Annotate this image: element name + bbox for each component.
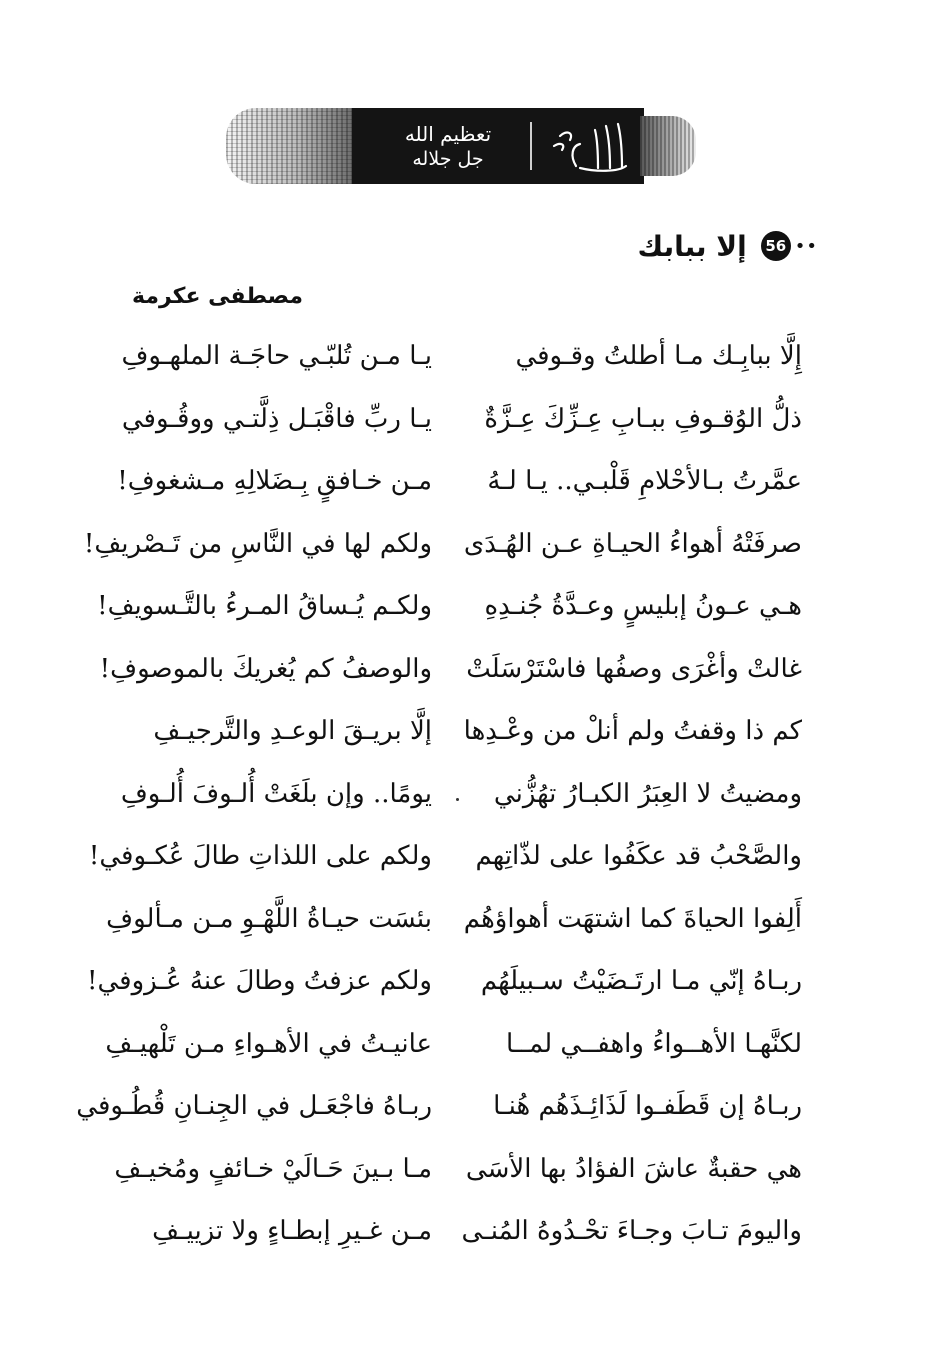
verse (0, 393, 932, 456)
verse-second-hemistich: مـن خـافقٍ بِـضَلالِهِ مـشغوفِ! (117, 466, 432, 496)
verse-second-hemistich: والوصفُ كم يُغريكَ بالموصوفِ! (99, 653, 432, 684)
verse-second-hemistich: مـن غـيرِ إبطـاءٍ ولا تزييـفِ (152, 1216, 432, 1246)
verse (0, 955, 932, 1018)
poem-verses (0, 330, 932, 1268)
allah-calligraphy-icon (540, 116, 636, 176)
poem-title: إلا ببابك (637, 229, 747, 263)
verse-second-hemistich: ولكـم يُـساقُ المـرءُ بالتَّـسويفِ! (97, 591, 432, 621)
poem-heading (638, 226, 820, 266)
verse-first-hemistich: صرفَتْهُ أهواءُ الحيـاةِ عـن الهُـدَى (463, 528, 802, 559)
verse-first-hemistich: لكنَّهـا الأهــواءُ واهفــي لمــا (506, 1028, 802, 1059)
verse-second-hemistich: ربـاهُ فاجْعَـل في الجِنـانِ قُطُـوفي (76, 1091, 432, 1121)
verse (0, 580, 932, 643)
banner-subtitle: جل جلاله (412, 148, 484, 170)
verse-first-hemistich: كم ذا وقفتُ ولم أنلْ من وعْـدِها (463, 716, 802, 746)
banner-ornament-right (640, 116, 696, 176)
verse-second-hemistich: عانيـتُ في الأهـواءِ مـن تَلْهيـفِ (105, 1028, 432, 1059)
verse (0, 1143, 932, 1206)
header-banner (226, 108, 696, 184)
verse-first-hemistich: غالتْ وأغْرَى وصفُها فاسْتَرْسَلَتْ (466, 653, 802, 684)
poem-author: مصطفى عكرمة (132, 284, 303, 309)
verse-first-hemistich: ومضيتُ لا العِبَرُ الكبـارُ تهُزُّني (493, 778, 802, 809)
verse-first-hemistich: ذلُّ الوُقـوفِ ببـابِ عِـزِّكَ عِـزَّةٌ (484, 403, 802, 434)
heading-dots: •• (794, 235, 818, 257)
verse-first-hemistich: ربـاهُ إنّي مـا ارتَـضَيْتُ سـبيلَهُم (480, 966, 802, 996)
verse-second-hemistich: بئسَت حيـاةُ اللَّهْـوِ مـن مـألوفِ (106, 903, 432, 934)
verse (0, 768, 932, 831)
verse-first-hemistich: هي حقبةٌ عاشَ الفؤادُ بها الأسَى (465, 1153, 802, 1184)
verse-first-hemistich: أَلِفوا الحياةَ كما اشتهَت أهواؤهُم (463, 903, 802, 934)
verse-first-hemistich: عمَّرتُ بـالأحْلامِ قَلْبـي.. يـا لـهُ (487, 466, 802, 496)
poem-number-badge: 56 (761, 231, 791, 261)
verse-second-hemistich: مـا بـينَ حَـالَيْ خـائفٍ ومُخيـفِ (114, 1153, 432, 1184)
verse (0, 1018, 932, 1081)
verse (0, 705, 932, 768)
verse-second-hemistich: ولكم لها في النَّاسِ من تَـصْريفِ! (83, 528, 432, 559)
verse (0, 1205, 932, 1268)
verse (0, 330, 932, 393)
verse-second-hemistich: ولكم على اللذاتِ طالَ عُكـوفي! (88, 841, 432, 871)
verse (0, 518, 932, 581)
verse (0, 1080, 932, 1143)
verse-second-hemistich: يـا مـن تُلبّـي حاجَـة الملهـوفِ (121, 341, 432, 371)
verse (0, 455, 932, 518)
verse-first-hemistich: والصَّحْبُ قد عكَفُوا على لذّاتِهم (475, 841, 802, 871)
verse-first-hemistich: ربـاهُ إن قَطَفـوا لَذَائِـذَهُم هُنـا (493, 1091, 802, 1121)
banner-title: تعظيم الله (404, 122, 492, 146)
verse-second-hemistich: يومًا.. وإن بلَغَتْ أُلـوفَ أُلـوفِ (120, 778, 432, 809)
verse-first-hemistich: إِلَّا ببابِـك مـا أطلتُ وقـوفي (515, 341, 802, 371)
verse-second-hemistich: يـا ربِّ فاقْبَـل ذِلَّتـي ووقُـوفي (121, 403, 432, 434)
print-speck (456, 798, 459, 801)
banner-ornament-left (226, 108, 354, 184)
verse (0, 643, 932, 706)
verse-second-hemistich: ولكم عزفتُ وطالَ عنهُ عُـزوفي! (87, 966, 432, 996)
verse-first-hemistich: هـي عـونُ إبليسٍ وعـدَّةُ جُنـدِهِ (484, 591, 802, 621)
verse-first-hemistich: واليومَ تـابَ وجـاءَ تحْـدُوهُ المُنـى (461, 1216, 802, 1246)
verse (0, 893, 932, 956)
verse-second-hemistich: إلَّا بريـقَ الوعـدِ والتَّرجيـفِ (153, 716, 432, 746)
verse (0, 830, 932, 893)
